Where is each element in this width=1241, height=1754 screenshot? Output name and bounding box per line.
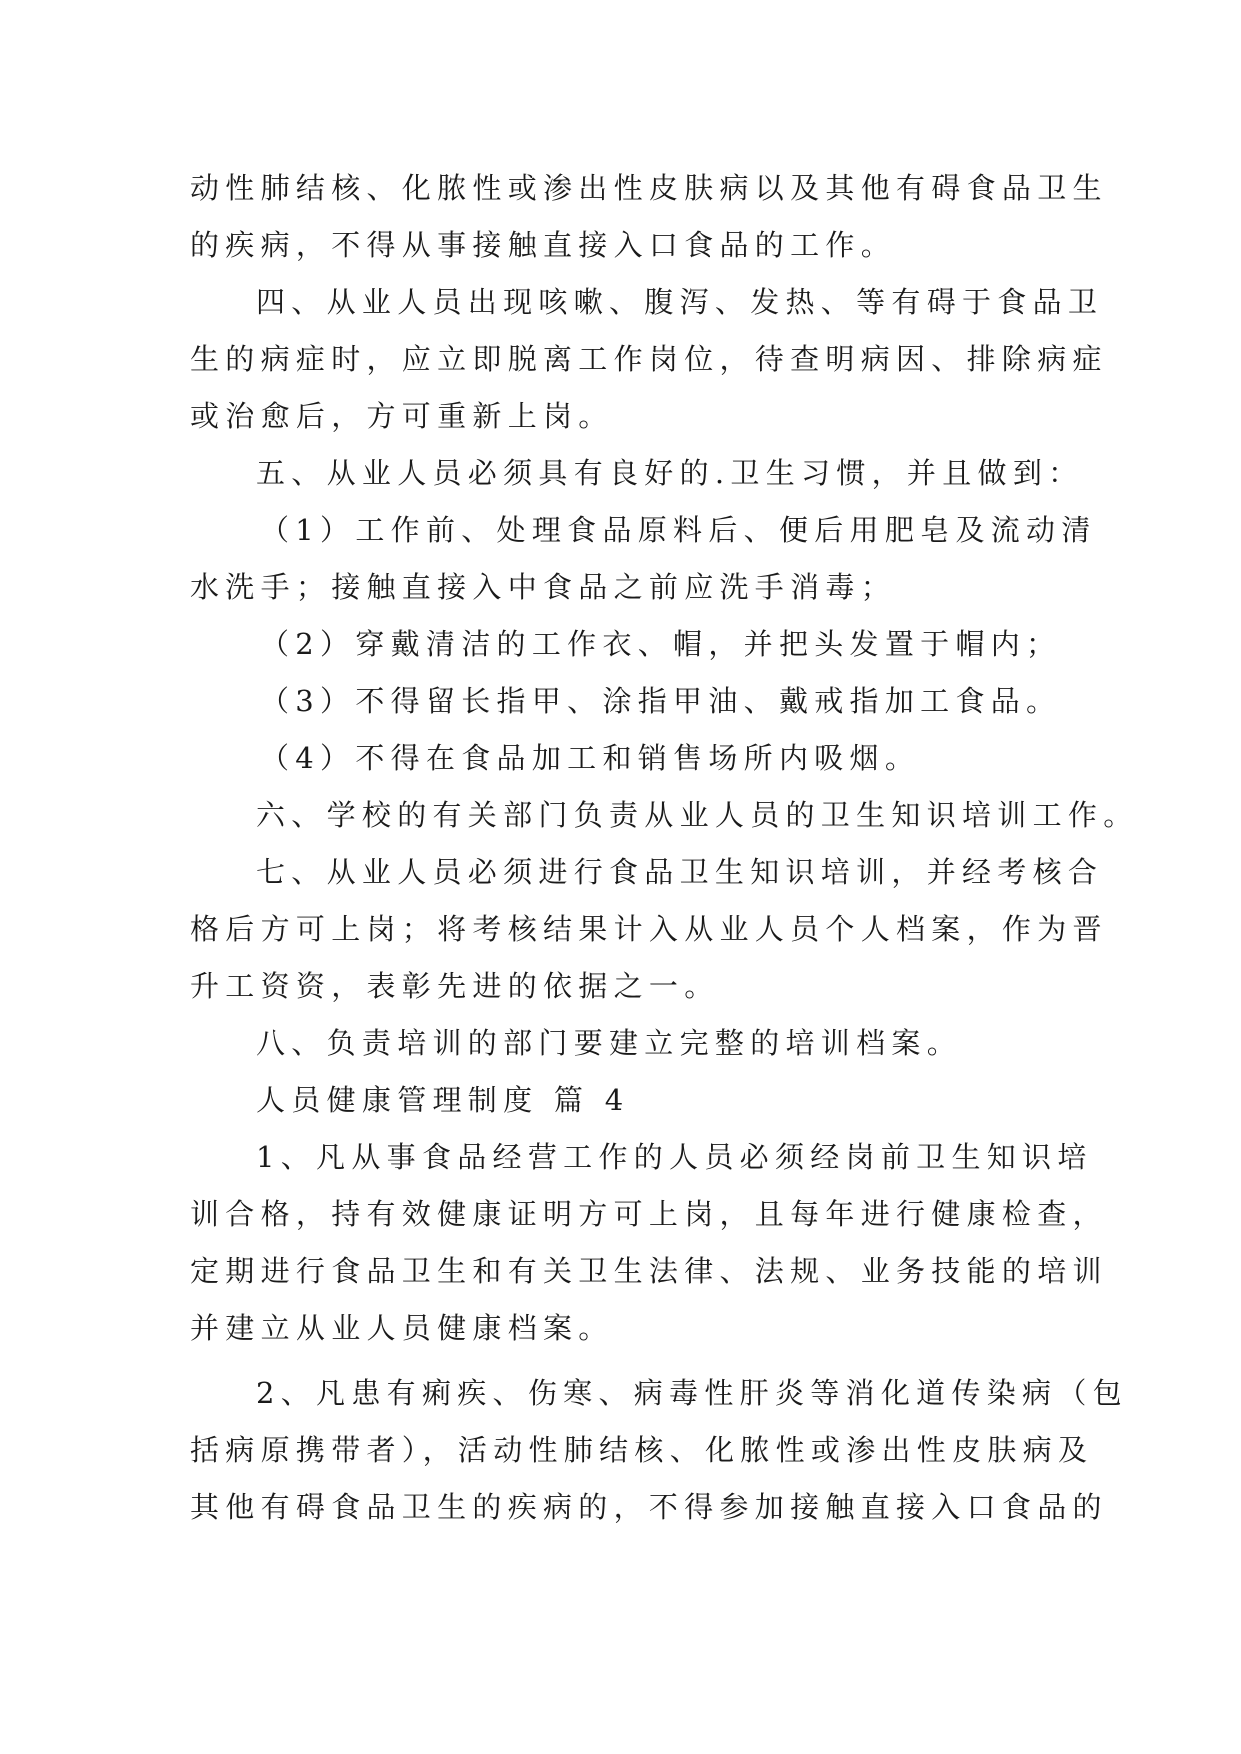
text-line: 的疾病，不得从事接触直接入口食品的工作。 (190, 228, 897, 262)
section-heading: 人员健康管理制度 篇 4 (256, 1083, 630, 1117)
text-line: 1、凡从事食品经营工作的人员必须经岗前卫生知识培 (256, 1140, 1093, 1174)
text-line: 括病原携带者），活动性肺结核、化脓性或渗出性皮肤病及 (190, 1433, 1094, 1467)
text-line: 六、学校的有关部门负责从业人员的卫生知识培训工作。 (256, 798, 1139, 832)
text-line: 2、凡患有痢疾、伤寒、病毒性肝炎等消化道传染病（包 (256, 1376, 1128, 1410)
text-line: 生的病症时，应立即脱离工作岗位，待查明病因、排除病症 (190, 342, 1108, 376)
text-line: 升工资资，表彰先进的依据之一。 (190, 969, 720, 1003)
text-line: 其他有碍食品卫生的疾病的，不得参加接触直接入口食品的 (190, 1490, 1108, 1524)
text-line: 并建立从业人员健康档案。 (190, 1311, 614, 1345)
text-line: 动性肺结核、化脓性或渗出性皮肤病以及其他有碍食品卫生 (190, 171, 1108, 205)
body-text (190, 160, 1139, 1536)
text-line: （2）穿戴清洁的工作衣、帽，并把头发置于帽内； (260, 627, 1062, 661)
text-line: 格后方可上岗；将考核结果计入从业人员个人档案，作为晋 (190, 912, 1108, 946)
text-line: （1）工作前、处理食品原料后、便后用肥皂及流动清 (260, 513, 1097, 547)
text-line: 水洗手；接触直接入中食品之前应洗手消毒； (190, 570, 897, 604)
text-line: （3）不得留长指甲、涂指甲油、戴戒指加工食品。 (260, 684, 1062, 718)
text-line: 训合格，持有效健康证明方可上岗，且每年进行健康检查， (190, 1197, 1108, 1231)
text-line: 五、从业人员必须具有良好的.卫生习惯，并且做到： (256, 456, 1084, 490)
text-line: 八、负责培训的部门要建立完整的培训档案。 (256, 1026, 963, 1060)
text-line: 四、从业人员出现咳嗽、腹泻、发热、等有碍于食品卫 (256, 285, 1104, 319)
text-line: （4）不得在食品加工和销售场所内吸烟。 (260, 741, 921, 775)
text-line: 七、从业人员必须进行食品卫生知识培训，并经考核合 (256, 855, 1104, 889)
text-line: 定期进行食品卫生和有关卫生法律、法规、业务技能的培训 (190, 1254, 1108, 1288)
text-line: 或治愈后，方可重新上岗。 (190, 399, 614, 433)
